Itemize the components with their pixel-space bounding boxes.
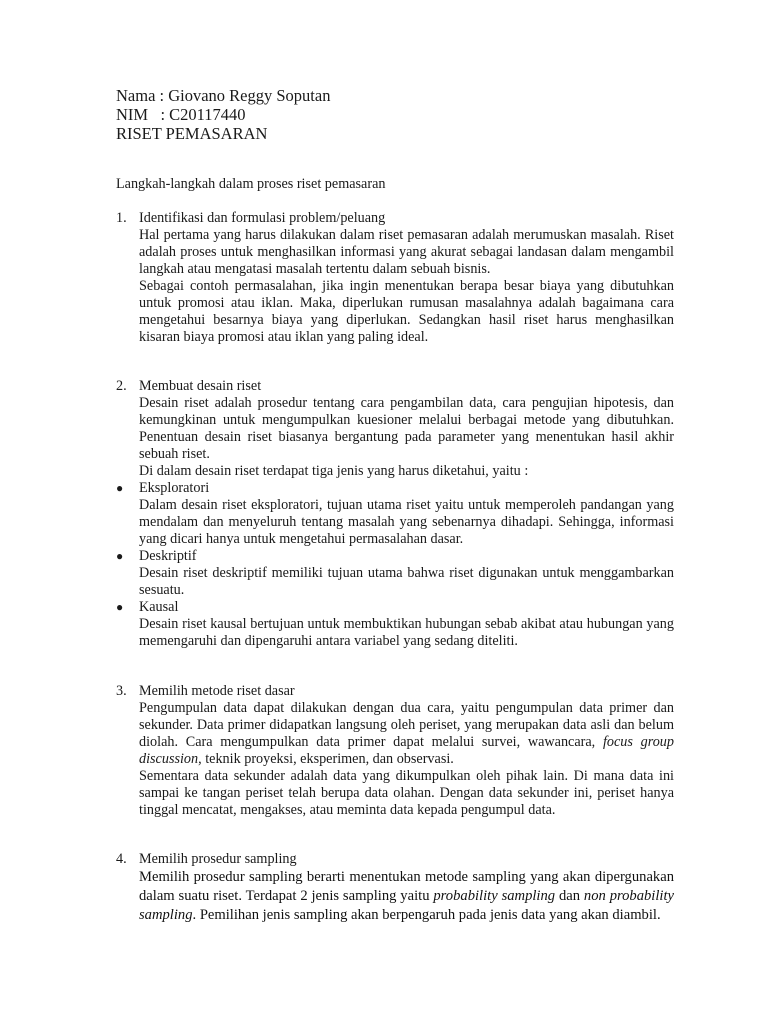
text-run: , teknik proyeksi, eksperimen, dan observasi.	[198, 751, 454, 767]
section-3-body	[139, 700, 674, 819]
italic-term: probability sampling	[433, 888, 556, 904]
bullet-icon: ●	[116, 481, 124, 495]
section-title: Membuat desain riset	[139, 378, 262, 394]
section-4	[116, 851, 674, 925]
section-3-heading	[116, 683, 674, 700]
paragraph: Desain riset kausal bertujuan untuk membuktikan hubungan sebab akibat atau hubungan yang memengaruhi dan dipengaruhi antara variabel yang sedang diteliti.	[139, 616, 674, 649]
section-number: 2.	[116, 378, 127, 394]
student-header	[116, 86, 330, 143]
bullet-body	[139, 565, 674, 599]
italic-term: non probability sampling	[139, 888, 675, 923]
document-intro-heading: Langkah-langkah dalam proses riset pemasaran	[116, 176, 386, 192]
bullet-item	[116, 599, 674, 616]
paragraph	[139, 700, 674, 768]
section-1-heading	[116, 210, 674, 227]
section-number: 3.	[116, 683, 127, 699]
section-title: Identifikasi dan formulasi problem/peluang	[139, 210, 386, 226]
section-2	[116, 378, 674, 650]
text-run: Pengumpulan data dapat dilakukan dengan dua cara, yaitu pengumpulan data primer dan sekunder. Data primer didapatkan langsung oleh periset, yang merupakan data asli dan belum diolah. Cara mengumpulkan data primer dapat melalui survei, wawancara,	[139, 700, 674, 750]
bullet-body	[139, 616, 674, 650]
paragraph	[139, 868, 674, 925]
paragraph: Di dalam desain riset terdapat tiga jenis yang harus diketahui, yaitu :	[139, 463, 529, 479]
section-number: 4.	[116, 851, 127, 867]
paragraph: Desain riset deskriptif memiliki tujuan utama bahwa riset digunakan untuk menggambarkan sesuatu.	[139, 565, 674, 598]
text-run: dan	[555, 888, 584, 904]
course-title: RISET PEMASARAN	[116, 124, 268, 143]
section-4-heading	[116, 851, 674, 868]
section-4-body	[139, 868, 674, 925]
italic-term: focus group discussion	[139, 734, 674, 767]
section-number: 1.	[116, 210, 127, 226]
bullet-title: Kausal	[139, 599, 179, 615]
section-1	[116, 210, 674, 346]
bullet-title: Eksploratori	[139, 480, 210, 496]
paragraph: Desain riset adalah prosedur tentang cara pengambilan data, cara pengujian hipotesis, dan kemungkinan untuk mengumpulkan kuesioner melalui berbagai metode yang dibutuhkan. Penentuan desain riset biasanya bergantung pada parameter yang menentukan hasil akhir sebuah riset.	[139, 395, 674, 462]
paragraph: Dalam desain riset eksploratori, tujuan utama riset yaitu untuk memperoleh pandangan yang mendalam dan menyeluruh tentang masalah yang sebenarnya dihadapi. Sehingga, informasi yang dicari hanya untuk mengetahui permasalahan dasar.	[139, 497, 674, 547]
section-3	[116, 683, 674, 819]
student-name: Nama : Giovano Reggy Soputan	[116, 86, 331, 105]
section-title: Memilih metode riset dasar	[139, 683, 295, 699]
bullet-item	[116, 480, 674, 497]
student-nim: NIM : C20117440	[116, 105, 246, 124]
section-2-body	[139, 395, 674, 480]
text-run: . Pemilihan jenis sampling akan berpengaruh pada jenis data yang akan diambil.	[192, 907, 661, 923]
section-title: Memilih prosedur sampling	[139, 851, 297, 867]
paragraph: Sementara data sekunder adalah data yang dikumpulkan oleh pihak lain. Di mana data ini sampai ke tangan periset telah berupa data olahan. Dengan data sekunder ini, periset hanya tinggal mencatat, mengakses, atau meminta data kepada pengumpul data.	[139, 768, 674, 818]
bullet-icon: ●	[116, 600, 124, 614]
paragraph: Sebagai contoh permasalahan, jika ingin menentukan berapa besar biaya yang dibutuhkan untuk promosi atau iklan. Maka, diperlukan rumusan masalahnya adalah bagaimana cara mengetahui besarnya biaya yang diperlukan. Sedangkan hasil riset harus menghasilkan kisaran biaya promosi atau iklan yang paling ideal.	[139, 278, 674, 345]
bullet-item	[116, 548, 674, 565]
section-1-body	[139, 227, 674, 346]
bullet-title: Deskriptif	[139, 548, 197, 564]
bullet-icon: ●	[116, 549, 124, 563]
text-run: Memilih prosedur sampling berarti menentukan metode sampling yang akan dipergunakan dalam suatu riset. Terdapat 2 jenis sampling yaitu	[139, 869, 674, 904]
bullet-body	[139, 497, 674, 548]
section-2-heading	[116, 378, 674, 395]
paragraph: Hal pertama yang harus dilakukan dalam riset pemasaran adalah merumuskan masalah. Riset adalah proses untuk menghasilkan informasi yang akurat sebagai landasan dalam mengambil langkah atau mengatasi masalah tertentu dalam sebuah bisnis.	[139, 227, 674, 277]
